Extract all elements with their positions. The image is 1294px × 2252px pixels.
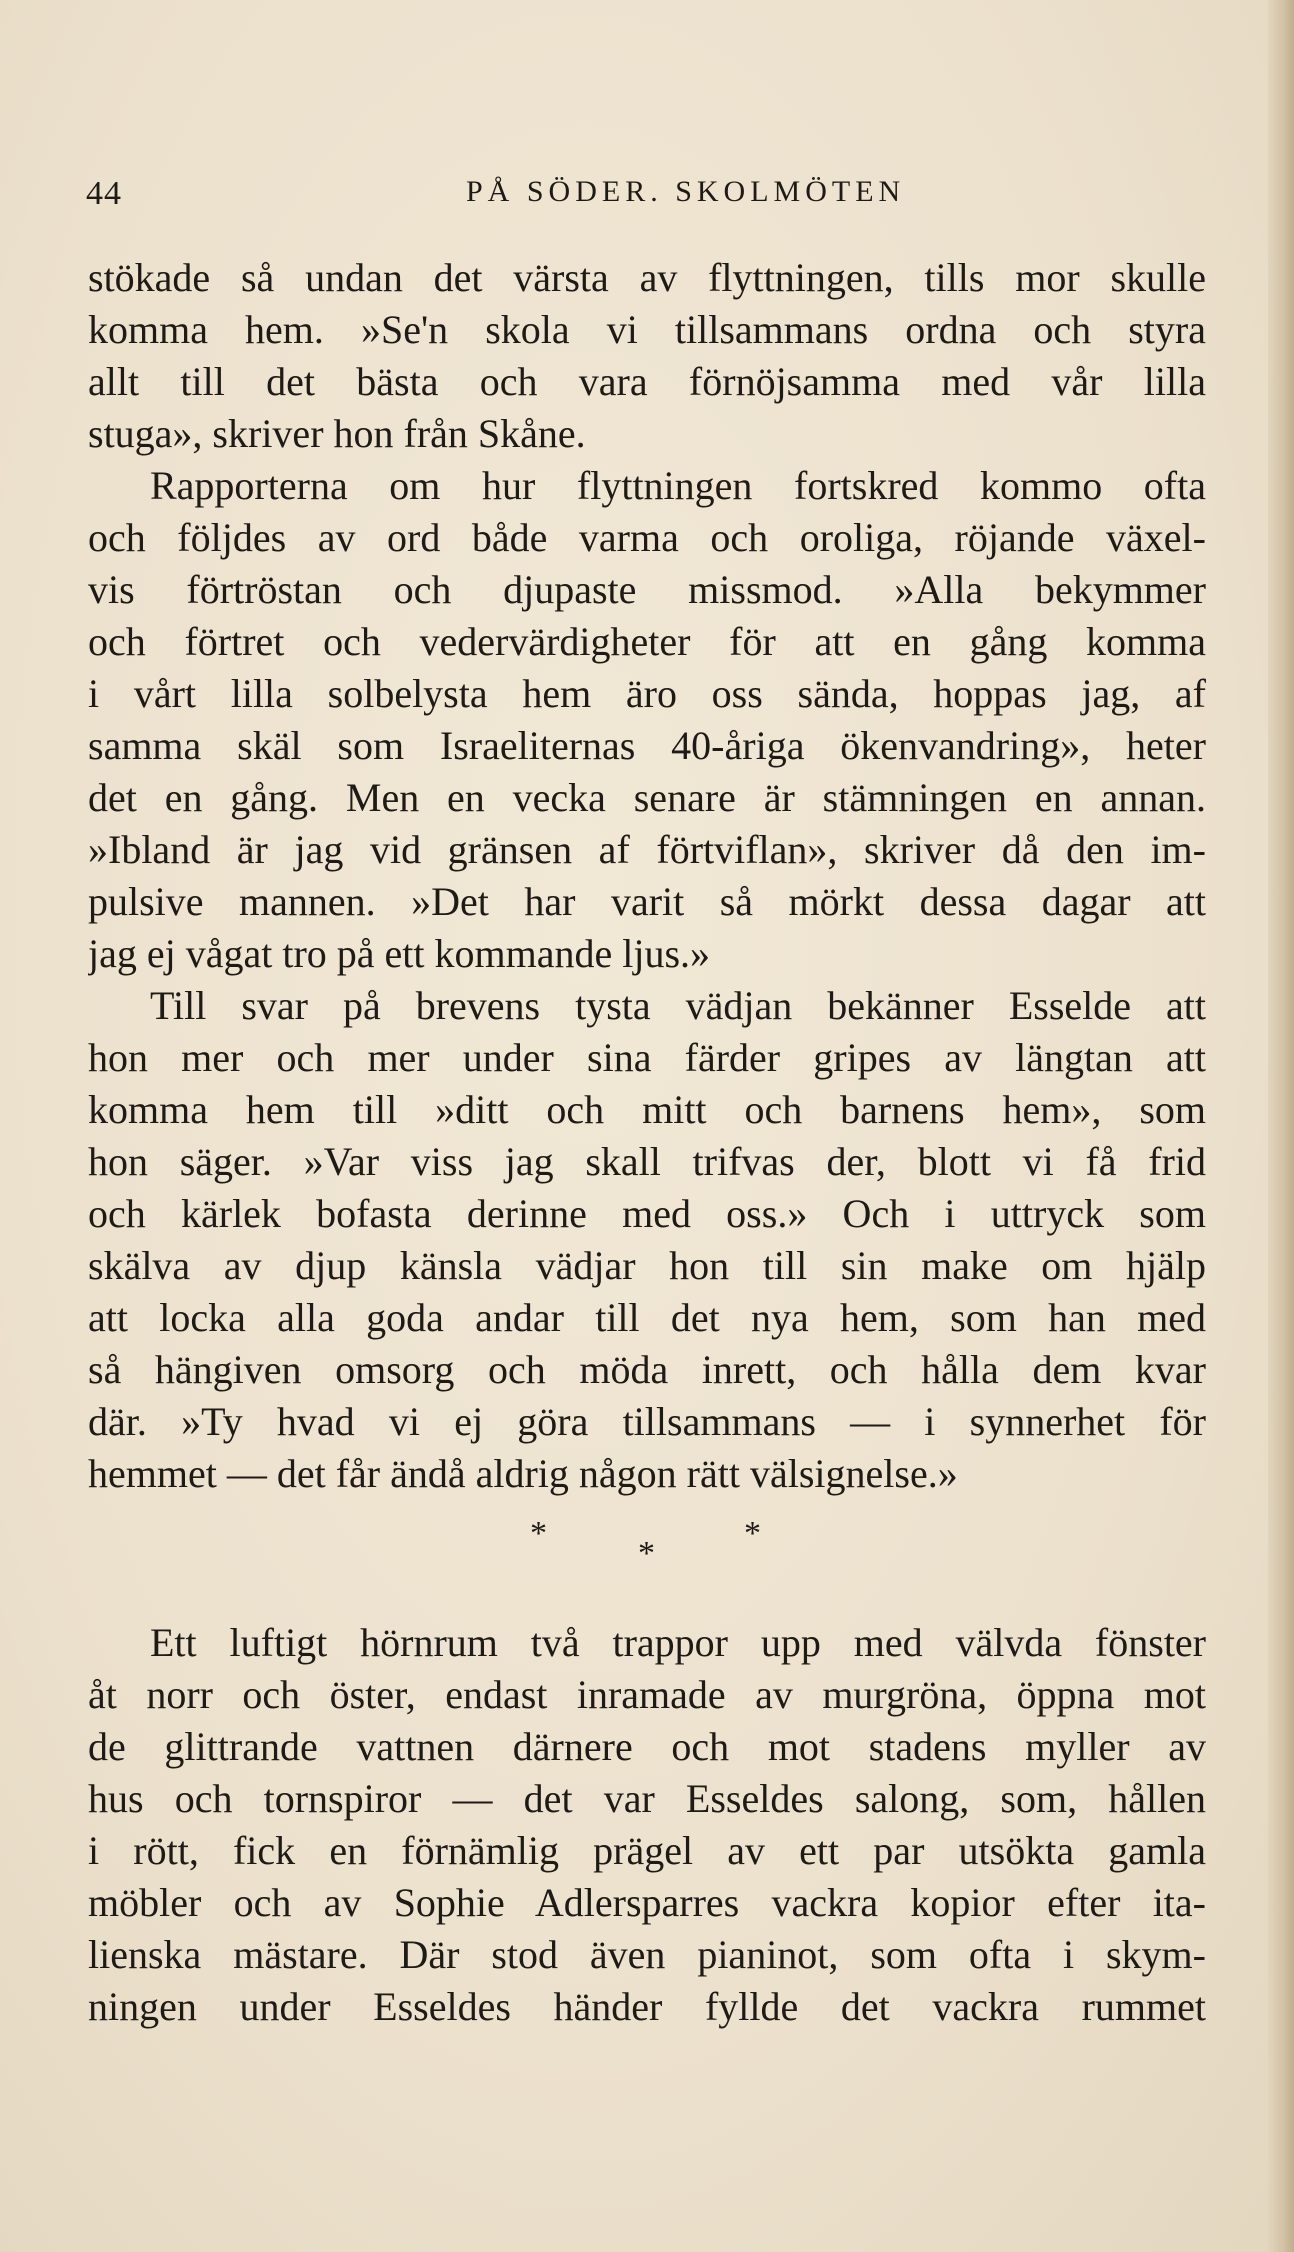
text-line: och förtret och vedervärdigheter för att en gång komma — [88, 619, 1206, 664]
asterisk-mark: * — [530, 1515, 547, 1552]
text-line: i rött, fick en förnämlig prägel av ett par utsökta gamla — [88, 1828, 1206, 1873]
text-line: »Ibland är jag vid gränsen af förtviflan», skriver då den im- — [88, 827, 1206, 872]
page-number: 44 — [86, 175, 122, 212]
text-line: hon mer och mer under sina färder gripes av längtan att — [88, 1035, 1206, 1080]
asterisk-mark: * — [638, 1535, 655, 1572]
text-line: Ett luftigt hörnrum två trappor upp med välvda fönster — [150, 1620, 1206, 1665]
text-line: stökade så undan det värsta av flyttningen, tills mor skulle — [88, 255, 1206, 300]
text-line: hus och tornspiror — det var Esseldes salong, som, hållen — [88, 1776, 1206, 1821]
page-edge — [1268, 0, 1294, 2252]
body-text-section-1 — [88, 252, 1206, 1500]
text-line: jag ej vågat tro på ett kommande ljus.» — [88, 931, 711, 976]
text-line: hon säger. »Var viss jag skall trifvas der, blott vi få frid — [88, 1139, 1206, 1184]
text-line: möbler och av Sophie Adlersparres vackra kopior efter ita- — [88, 1880, 1206, 1925]
text-line: ningen under Esseldes händer fyllde det vackra rummet — [88, 1984, 1206, 2029]
body-text-section-2 — [88, 1617, 1206, 2033]
text-line: Rapporterna om hur flyttningen fortskred kommo ofta — [150, 463, 1206, 508]
text-line: de glittrande vattnen därnere och mot stadens myller av — [88, 1724, 1206, 1769]
text-line: samma skäl som Israeliternas 40-åriga ökenvandring», heter — [88, 723, 1206, 768]
text-line: vis förtröstan och djupaste missmod. »Alla bekymmer — [88, 567, 1206, 612]
text-line: hemmet — det får ändå aldrig någon rätt välsignelse.» — [88, 1451, 958, 1496]
text-line: där. »Ty hvad vi ej göra tillsammans — i synnerhet för — [88, 1399, 1206, 1444]
text-line: stuga», skriver hon från Skåne. — [88, 411, 586, 456]
asterisk-mark: * — [744, 1515, 761, 1552]
text-line: skälva av djup känsla vädjar hon till sin make om hjälp — [88, 1243, 1206, 1288]
text-line: komma hem till »ditt och mitt och barnens hem», som — [88, 1087, 1206, 1132]
text-line: och följdes av ord både varma och oroliga, röjande växel- — [88, 515, 1206, 560]
text-line: åt norr och öster, endast inramade av murgröna, öppna mot — [88, 1672, 1206, 1717]
text-line: allt till det bästa och vara förnöjsamma med vår lilla — [88, 359, 1206, 404]
page-header — [86, 175, 1206, 229]
running-head: PÅ SÖDER. SKOLMÖTEN — [466, 175, 906, 208]
text-line: att locka alla goda andar till det nya hem, som han med — [88, 1295, 1206, 1340]
text-line: så hängiven omsorg och möda inrett, och hålla dem kvar — [88, 1347, 1206, 1392]
text-line: och kärlek bofasta derinne med oss.» Och i uttryck som — [88, 1191, 1206, 1236]
text-line: det en gång. Men en vecka senare är stämningen en annan. — [88, 775, 1206, 820]
text-line: pulsive mannen. »Det har varit så mörkt dessa dagar att — [88, 879, 1206, 924]
text-line: i vårt lilla solbelysta hem äro oss sända, hoppas jag, af — [88, 671, 1206, 716]
text-line: komma hem. »Se'n skola vi tillsammans ordna och styra — [88, 307, 1206, 352]
section-break-asterism — [530, 1515, 790, 1595]
text-line: lienska mästare. Där stod även pianinot, som ofta i skym- — [88, 1932, 1206, 1977]
text-line: Till svar på brevens tysta vädjan bekänner Esselde att — [150, 983, 1206, 1028]
